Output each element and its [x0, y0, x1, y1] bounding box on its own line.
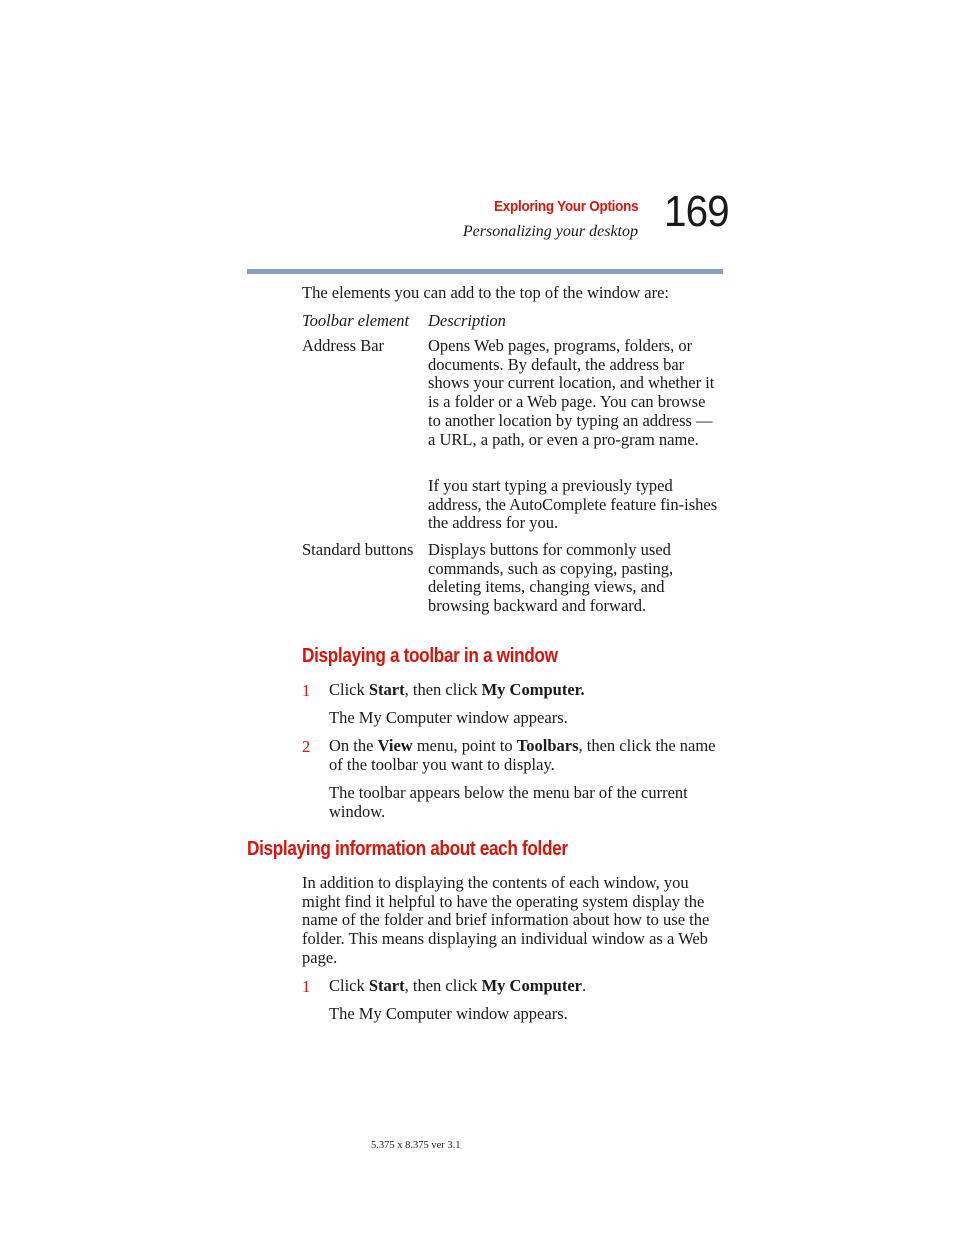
intro-text: The elements you can add to the top of the window are:	[302, 283, 670, 302]
footer-version: 5.375 x 8.375 ver 3.1	[371, 1140, 461, 1151]
step-text: Click Start, then click My Computer.	[329, 976, 587, 995]
table-row-description: Opens Web pages, programs, folders, or documents. By default, the address bar shows your current location, and whether it is a folder or a Web page. You can browse to another location by typing an address — a URL, a path, or even a pro-gram name.	[428, 336, 715, 449]
section-paragraph: In addition to displaying the contents of each window, you might find it helpful to have the operating system display the name of the folder and brief information about how to use the folder. This means displaying an individual window as a Web page.	[302, 873, 710, 967]
table-header-element: Toolbar element	[302, 311, 410, 330]
step-text: On the View menu, point to Toolbars, then click the name of the toolbar you want to display.	[329, 736, 716, 774]
table-header-description: Description	[428, 311, 506, 330]
step-text: Click Start, then click My Computer.	[329, 680, 585, 699]
step-number: 1	[302, 681, 311, 700]
table-row-element: Address Bar	[302, 336, 385, 355]
header-rule	[247, 269, 723, 274]
step-result: The My Computer window appears.	[329, 708, 568, 727]
section-heading-toolbar: Displaying a toolbar in a window	[302, 645, 558, 667]
table-row-description: Displays buttons for commonly used commands, such as copying, pasting, deleting items, changing views, and browsing backward and forward.	[428, 540, 674, 616]
page-number: 169	[664, 187, 729, 236]
table-row-description-extra: If you start typing a previously typed address, the AutoComplete feature fin-ishes the address for you.	[428, 476, 718, 533]
section-heading-folder-info: Displaying information about each folder	[247, 838, 568, 860]
step-result: The toolbar appears below the menu bar of the current window.	[329, 783, 688, 821]
step-number: 1	[302, 977, 311, 996]
step-result: The My Computer window appears.	[329, 1004, 568, 1023]
section-title: Personalizing your desktop	[462, 223, 638, 240]
table-row-element: Standard buttons	[302, 540, 414, 559]
step-number: 2	[302, 737, 311, 756]
chapter-title: Exploring Your Options	[493, 198, 638, 215]
